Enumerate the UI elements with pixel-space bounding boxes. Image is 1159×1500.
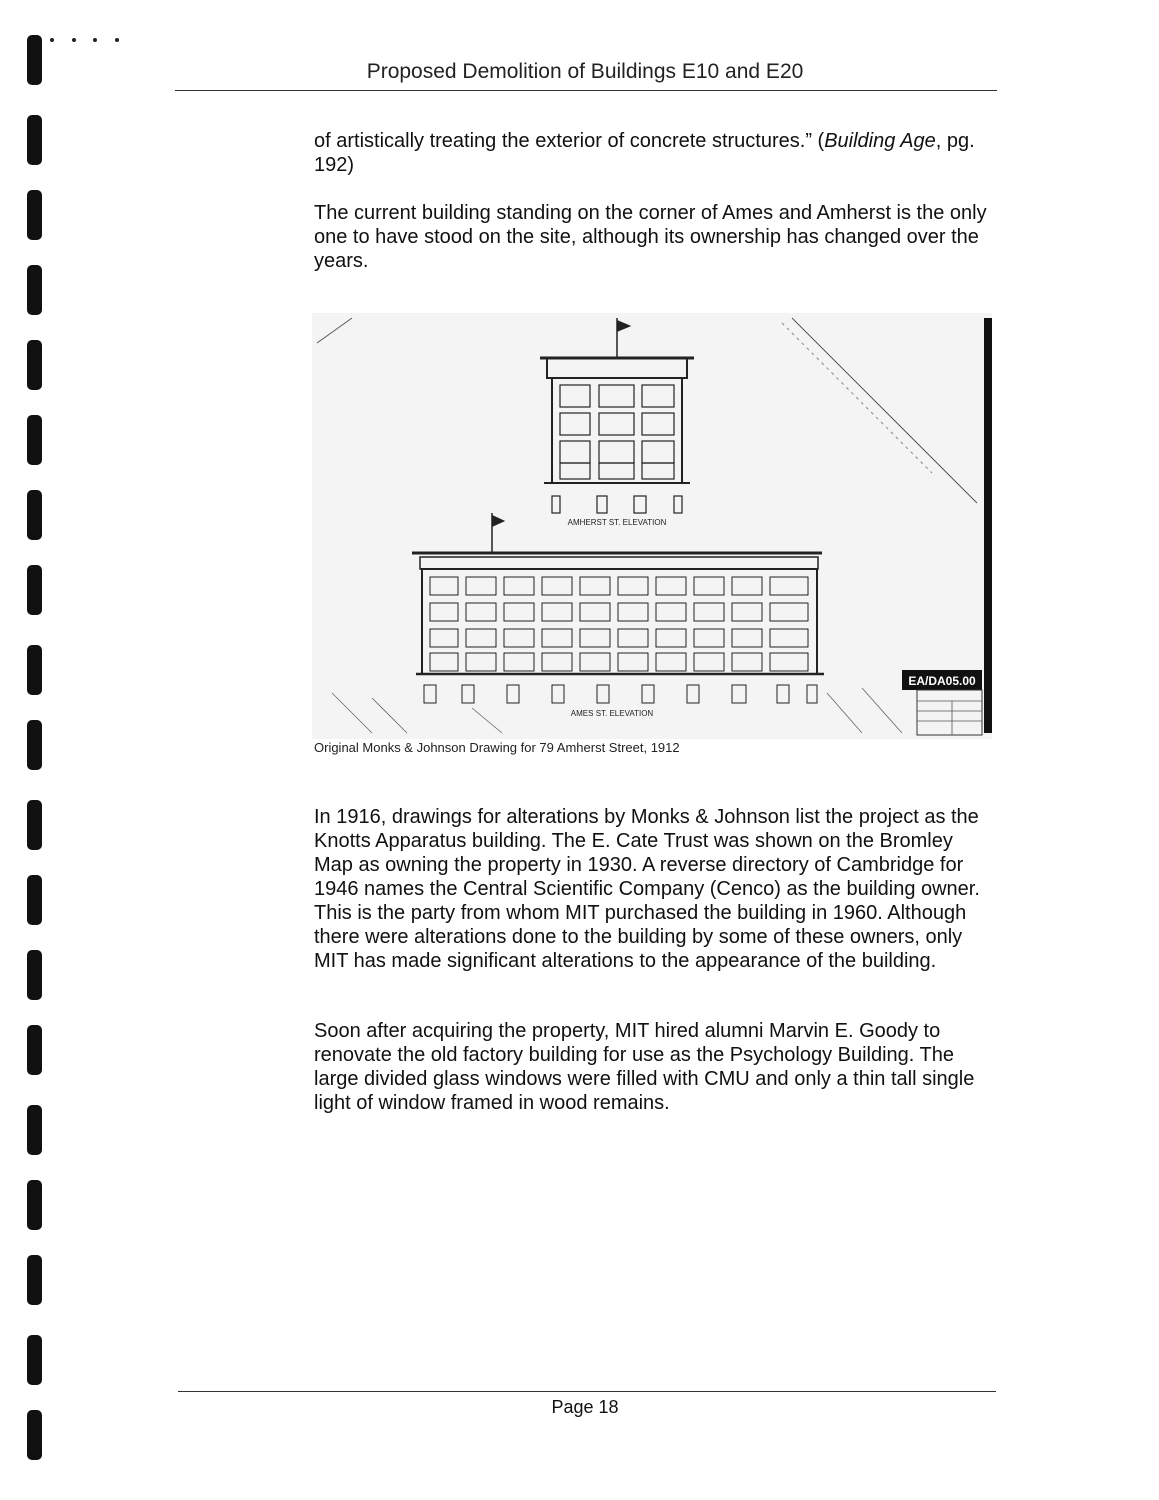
scan-speck bbox=[50, 38, 54, 42]
citation-title: Building Age bbox=[824, 130, 936, 152]
binder-hole bbox=[27, 265, 42, 315]
footer-divider bbox=[178, 1391, 996, 1392]
lower-elevation-label: AMES ST. ELEVATION bbox=[570, 709, 654, 718]
paragraph-mit-renovation: Soon after acquiring the property, MIT hired alumni Marvin E. Goody to renovate the old factory building for use as the Psychology Building. The large divided glass windows were filled with CMU and only a thin tall single light of window framed in wood remains. bbox=[314, 1020, 975, 1114]
binder-hole bbox=[27, 1105, 42, 1155]
drawing-number-stamp: EA/DA05.00 bbox=[908, 674, 976, 688]
binder-hole bbox=[27, 1025, 42, 1075]
page-number: Page 18 bbox=[551, 1397, 619, 1417]
binder-hole bbox=[27, 800, 42, 850]
binder-holes bbox=[0, 0, 60, 1500]
paragraph-site-history: The current building standing on the corner of Ames and Amherst is the only one to have stood on the site, although its ownership has changed over the years. bbox=[314, 202, 987, 272]
binder-hole bbox=[27, 35, 42, 85]
binder-hole bbox=[27, 1255, 42, 1305]
binder-hole bbox=[27, 565, 42, 615]
binder-hole bbox=[27, 190, 42, 240]
binder-hole bbox=[27, 1410, 42, 1460]
binder-hole bbox=[27, 340, 42, 390]
binder-hole bbox=[27, 1335, 42, 1385]
binder-hole bbox=[27, 720, 42, 770]
upper-elevation-label: AMHERST ST. ELEVATION bbox=[567, 518, 667, 527]
figure-caption: Original Monks & Johnson Drawing for 79 Amherst Street, 1912 bbox=[314, 740, 680, 755]
scan-speck bbox=[72, 38, 76, 42]
elevation-drawing bbox=[312, 313, 992, 739]
binder-hole bbox=[27, 950, 42, 1000]
paragraph-ownership-history: In 1916, drawings for alterations by Monks & Johnson list the project as the Knotts Apparatus building. The E. Cate Trust was shown on the Bromley Map as owning the property in 1930. A reverse directory of Cambridge for 1946 names the Central Scientific Company (Cenco) as the building owner. This is the party from whom MIT purchased the building in 1960. Although there were alterations done to the building by some of these owners, only MIT has made significant alterations to the appearance of the building. bbox=[314, 806, 980, 972]
binder-hole bbox=[27, 490, 42, 540]
binder-hole bbox=[27, 415, 42, 465]
page-header-title: Proposed Demolition of Buildings E10 and E20 bbox=[366, 60, 804, 83]
binder-hole bbox=[27, 875, 42, 925]
paragraph-text: of artistically treating the exterior of concrete structures.” ( bbox=[314, 130, 825, 152]
binder-hole bbox=[27, 115, 42, 165]
citation-page: , pg. 192) bbox=[314, 130, 975, 176]
header-divider bbox=[175, 90, 997, 91]
scan-speck bbox=[93, 38, 97, 42]
paragraph-continuation bbox=[314, 129, 994, 177]
scan-speck bbox=[115, 38, 119, 42]
binder-hole bbox=[27, 1180, 42, 1230]
binder-hole bbox=[27, 645, 42, 695]
